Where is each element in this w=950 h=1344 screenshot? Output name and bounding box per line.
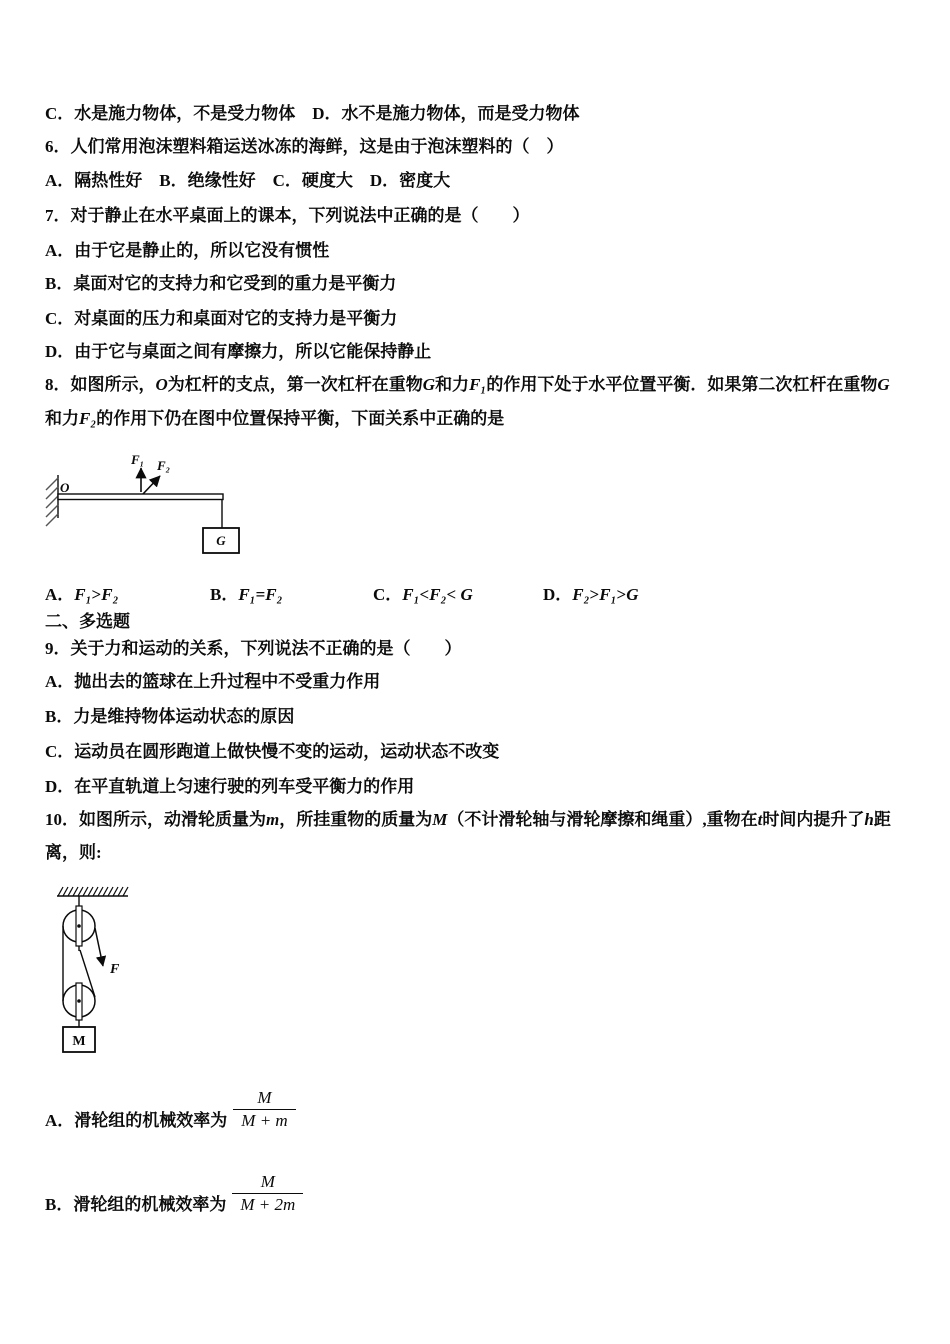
q10-option-a-text: A．滑轮组的机械效率为 (45, 1111, 228, 1130)
movable-pulley-pin (77, 999, 81, 1003)
q9-option-b: B．力是维持物体运动状态的原因 (45, 707, 295, 726)
q10-option-b (45, 1172, 303, 1216)
force2-label: F₂ (157, 458, 171, 473)
fraction-b (232, 1172, 303, 1215)
weight-label: G (216, 533, 226, 548)
q9-stem: 9．关于力和运动的关系，下列说法不正确的是（ ） (45, 639, 462, 658)
force2-arrow (143, 476, 160, 494)
fixed-pulley-pin (77, 924, 81, 928)
q9-option-c: C．运动员在圆形跑道上做快慢不变的运动，运动状态不改变 (45, 742, 500, 761)
ceiling-hatch-shape (57, 887, 128, 896)
q8-option-b: B．F₁=F₂ (210, 585, 283, 604)
force-arrow (95, 928, 103, 966)
fraction-a-numerator: M (233, 1088, 295, 1110)
lever-diagram (38, 448, 248, 560)
q7-stem: 7．对于静止在水平桌面上的课本，下列说法中正确的是（ ） (45, 206, 530, 225)
lever-beam (58, 494, 223, 500)
fraction-b-denominator: M + 2m (240, 1195, 296, 1214)
fraction-a-denominator: M + m (241, 1111, 288, 1130)
q8-option-c: C．F₁<F₂< G (373, 585, 473, 604)
q8-stem-line2: 和力F₂的作用下仍在图中位置保持平衡，下面关系中正确的是 (45, 409, 505, 428)
force-label: F (110, 962, 120, 977)
load-label: M (72, 1034, 86, 1049)
wall-hatch-shape (46, 475, 58, 526)
q6-stem: 6．人们常用泡沫塑料箱运送冰冻的海鲜，这是由于泡沫塑料的（ ） (45, 137, 564, 156)
q6-options: A．隔热性好 B．绝缘性好 C．硬度大 D．密度大 (45, 171, 451, 190)
q7-option-b: B．桌面对它的支持力和它受到的重力是平衡力 (45, 274, 397, 293)
pivot-label: O (60, 480, 70, 495)
q7-option-a: A．由于它是静止的，所以它没有惯性 (45, 241, 330, 260)
fraction-b-numerator: M (232, 1172, 303, 1194)
fraction-a (233, 1088, 295, 1131)
q10-option-a (45, 1088, 296, 1132)
q8-option-a: A．F₁>F₂ (45, 585, 119, 604)
section2-title: 二、多选题 (45, 612, 130, 631)
q10-option-b-text: B．滑轮组的机械效率为 (45, 1195, 227, 1214)
q10-stem-line2: 离，则: (45, 843, 102, 862)
q8-option-d: D．F₂>F₁>G (543, 585, 639, 604)
q10-stem-line1: 10．如图所示，动滑轮质量为m，所挂重物的质量为M（不计滑轮轴与滑轮摩擦和绳重）,重物在t时间内提升了h距 (45, 810, 891, 829)
q9-option-d: D．在平直轨道上匀速行驶的列车受平衡力的作用 (45, 777, 415, 796)
q8-stem-line1: 8．如图所示，O为杠杆的支点，第一次杠杆在重物G和力F₁的作用下处于水平位置平衡．如果第二次杠杆在重物G (45, 375, 890, 394)
q5-options-cd: C．水是施力物体，不是受力物体 D．水不是施力物体，而是受力物体 (45, 104, 580, 123)
q7-option-d: D．由于它与桌面之间有摩擦力，所以它能保持静止 (45, 342, 432, 361)
force1-label: F₁ (131, 452, 145, 467)
q8-options-row (45, 580, 905, 604)
pulley-diagram (50, 884, 150, 1056)
q7-option-c: C．对桌面的压力和桌面对它的支持力是平衡力 (45, 309, 398, 328)
q9-option-a: A．抛出去的篮球在上升过程中不受重力作用 (45, 672, 381, 691)
